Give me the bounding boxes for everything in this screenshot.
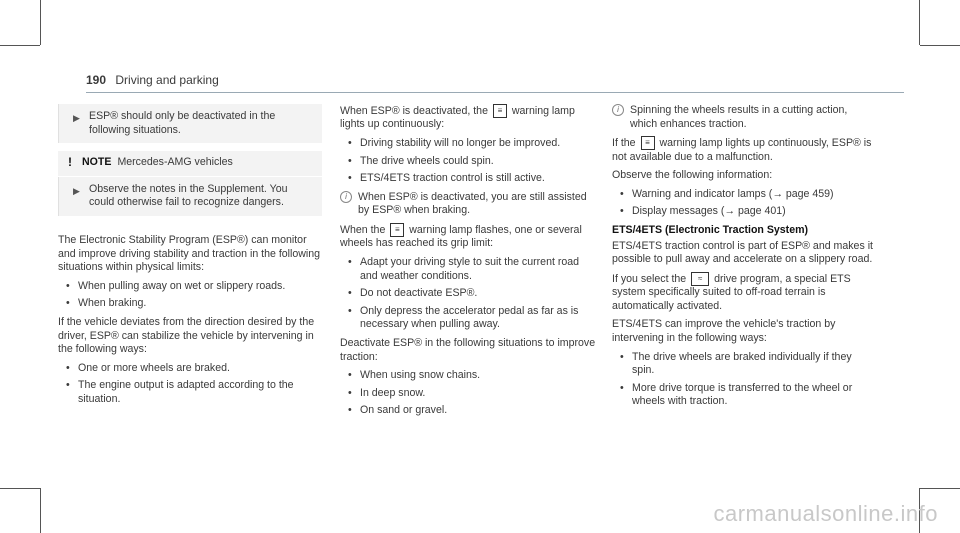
esp-off-warning-icon: ≡ (493, 104, 507, 118)
esp-warning-icon: ≡ (641, 136, 655, 150)
text-span: When ESP® is deactivated, the (340, 104, 488, 117)
arrow-right-icon: ▶ (73, 185, 80, 196)
list-item: • On sand or gravel. (340, 404, 596, 418)
list-item: • The engine output is adapted according to the situation. (58, 379, 322, 406)
paragraph (612, 136, 874, 164)
list-item: • Warning and indicator lamps (→ page 459) (612, 188, 874, 202)
page-header (86, 73, 219, 87)
bullet-list (340, 256, 596, 332)
text-span: warning lamp lights up continuously, ESP® is not available due to a malfunction. (612, 136, 872, 163)
note-text: Observe the notes in the Supplement. You could otherwise fail to recognize dangers. (89, 182, 288, 209)
column-1 (58, 104, 322, 412)
note-label: NOTE (82, 156, 112, 169)
text-span: When the (340, 223, 386, 236)
crop-mark (920, 45, 960, 46)
list-item: • Do not deactivate ESP®. (340, 287, 596, 301)
info-note (340, 191, 596, 218)
text-span: warning lamp lights up continuously: (340, 104, 575, 131)
crop-mark (0, 488, 40, 489)
note-title: Mercedes‑AMG vehicles (117, 156, 233, 169)
info-text: When ESP® is deactivated, you are still assisted by ESP® when braking. (358, 190, 587, 217)
text-span: If you select the (612, 272, 687, 285)
section-heading: ETS/4ETS (Electronic Traction System) (612, 223, 809, 236)
paragraph (340, 223, 596, 251)
info-icon: i (340, 191, 352, 203)
column-3 (612, 104, 874, 414)
list-item: • When using snow chains. (340, 369, 596, 383)
list-item: • Adapt your driving style to suit the current road and weather conditions. (340, 256, 596, 283)
paragraph: ETS/4ETS can improve the vehicle's traction by intervening in the following ways: (612, 318, 836, 344)
paragraph: Observe the following information: (612, 169, 773, 182)
page-number: 190 (86, 73, 107, 87)
paragraph (612, 272, 874, 314)
exclamation-icon: ! (68, 155, 72, 170)
bullet-list (340, 369, 596, 418)
note-box (58, 177, 322, 216)
list-item: • In deep snow. (340, 387, 596, 401)
list-item: • When braking. (58, 297, 322, 311)
note-header (58, 151, 322, 176)
list-item: • Driving stability will no longer be improved. (340, 137, 596, 151)
paragraph: Deactivate ESP® in the following situations to improve traction: (340, 336, 596, 363)
bullet-list (340, 137, 596, 186)
list-item: • When pulling away on wet or slippery roads. (58, 280, 322, 294)
info-text: Spinning the wheels results in a cutting action, which enhances traction. (630, 104, 848, 130)
crop-mark (919, 0, 920, 45)
instruction-box (58, 104, 322, 143)
arrow-right-icon: ▶ (73, 113, 80, 123)
bullet-list (612, 188, 874, 219)
text-span: drive program, a special ETS system specifically suited to off‑road terrain is automatically activated. (612, 272, 851, 312)
paragraph: The Electronic Stability Program (ESP®) can monitor and improve driving stability and traction in the following situations within physical limits: (58, 233, 321, 274)
list-item: • Only depress the accelerator pedal as far as is necessary when pulling away. (340, 305, 596, 332)
section-title: Driving and parking (115, 73, 219, 87)
bullet-list (58, 280, 322, 311)
text-span: If the (612, 136, 636, 149)
watermark: carmanualsonline.info (713, 501, 938, 526)
header-rule (86, 92, 904, 93)
list-item: • One or more wheels are braked. (58, 362, 322, 376)
paragraph (340, 104, 596, 132)
bullet-list (58, 362, 322, 407)
bullet-list (612, 351, 874, 409)
crop-mark (40, 0, 41, 45)
list-item: • The drive wheels are braked individually if they spin. (612, 351, 874, 378)
instruction-text: ESP® should only be deactivated in the following situations. (89, 110, 276, 136)
paragraph: ETS/4ETS traction control is part of ESP® and makes it possible to pull away and accelerate on a slippery road. (612, 239, 873, 266)
crop-mark (40, 488, 41, 533)
list-item: • The drive wheels could spin. (340, 155, 596, 169)
list-item: • ETS/4ETS traction control is still active. (340, 172, 596, 186)
column-2 (340, 104, 596, 423)
text-span: warning lamp flashes, one or several wheels has reached its grip limit: (340, 223, 582, 250)
list-item: • More drive torque is transferred to the wheel or wheels with traction. (612, 382, 874, 409)
info-note (612, 104, 874, 131)
esp-warning-icon: ≡ (390, 223, 404, 237)
crop-mark (0, 45, 40, 46)
list-item: • Display messages (→ page 401) (612, 205, 874, 219)
crop-mark (920, 488, 960, 489)
offroad-program-icon: ≈ (691, 272, 709, 286)
info-icon: i (612, 104, 624, 116)
paragraph: If the vehicle deviates from the direction desired by the driver, ESP® can stabilize the vehicle by intervening in the following ways: (58, 315, 315, 356)
